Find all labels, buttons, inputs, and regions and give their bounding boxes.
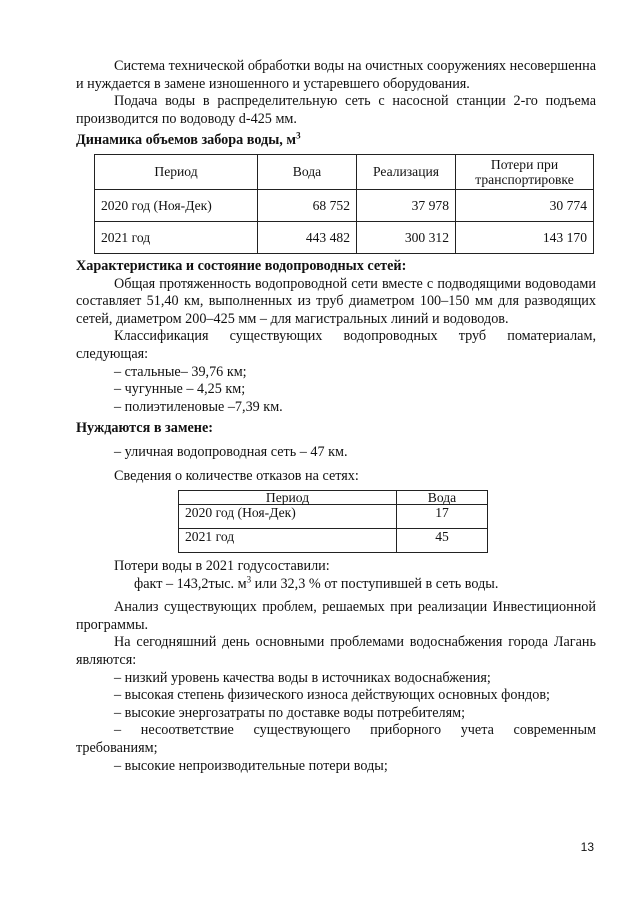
table-row [95,221,594,253]
paragraph-treatment: Система технической обработки воды на очистных сооружениях несовершенна и нуждается в замене изношенного и устаревшего оборудования. [76,58,596,92]
list-item: – стальные– 39,76 км; [114,363,247,380]
heading-water-intake: Динамика объемов забора воды, $м^3$ [76,130,301,149]
table-header: Вода [258,154,357,189]
list-item: – низкий уровень качества воды в источниках водоснабжения; [114,669,491,686]
list-item: – высокие энергозатраты по доставке воды потребителям; [114,704,466,721]
table-cell: 30 774 [456,189,594,221]
paragraph-supply: Подача воды в распределительную сеть с насосной станции 2-го подъема производится по водоводу d-425 мм. [76,93,596,127]
paragraph-problems: На сегодняшний день основными проблемами водоснабжения города Лагань являются: [76,634,596,669]
document-page [76,58,596,775]
table-cell: 2021 год [179,529,397,553]
page-number: 13 [580,840,594,854]
table-header-row [95,154,594,189]
table-row [179,505,488,529]
list-item: – высокая степень физического износа действующих основных фондов; [114,687,550,704]
failures-table [178,490,488,553]
list-item: – уличная водопроводная сеть – 47 км. [114,443,348,460]
table-row [95,189,594,221]
table-cell: 443 482 [258,221,357,253]
table-header: Период [95,154,258,189]
list-item: – полиэтиленовые –7,39 км. [114,398,283,415]
table-cell: 2020 год (Ноя-Дек) [179,505,397,529]
paragraph-failures: Сведения о количестве отказов на сетях: [114,467,359,484]
table-cell: 2021 год [95,221,258,253]
table-cell: 68 752 [258,189,357,221]
water-volume-table [94,154,594,254]
paragraph-analysis: Анализ существующих проблем, решаемых при реализации Инвестиционной программы. [76,599,596,633]
table-header: Вода [397,491,488,505]
paragraph-network-length: Общая протяженность водопроводной сети вместе с подводящими водоводами составляет 51,40 км, выполненных из труб диаметром 100–150 мм для разводящих сетей, диаметром 200–425 мм – для магистральных линий и водоводов. [76,275,596,327]
list-item: – высокие непроизводительные потери воды; [114,757,388,774]
paragraph-classification: Классификация существующих водопроводных труб поматериалам, следующая: [76,328,596,362]
table-row [179,529,488,553]
table-cell: 37 978 [357,189,456,221]
table-cell: 17 [397,505,488,529]
table-cell: 45 [397,529,488,553]
heading-network-state: Характеристика и состояние водопроводных сетей: [76,257,407,274]
table-header: Потери при транспортировке [456,154,594,189]
paragraph-losses-fact: факт – 143,2тыс. $м^3$ или 32,3 % от поступившей в сеть воды. [134,573,499,592]
paragraph-losses: Потери воды в 2021 годусоставили: [114,558,330,575]
list-item: – чугунные – 4,25 км; [114,381,246,398]
heading-replacement: Нуждаются в замене: [76,420,213,437]
table-cell: 2020 год (Ноя-Дек) [95,189,258,221]
table-cell: 143 170 [456,221,594,253]
table-cell: 300 312 [357,221,456,253]
table-header-row [179,491,488,505]
table-header: Период [179,491,397,505]
list-item: – несоответствие существующего приборного учета современным требованиям; [76,722,596,757]
table-header: Реализация [357,154,456,189]
